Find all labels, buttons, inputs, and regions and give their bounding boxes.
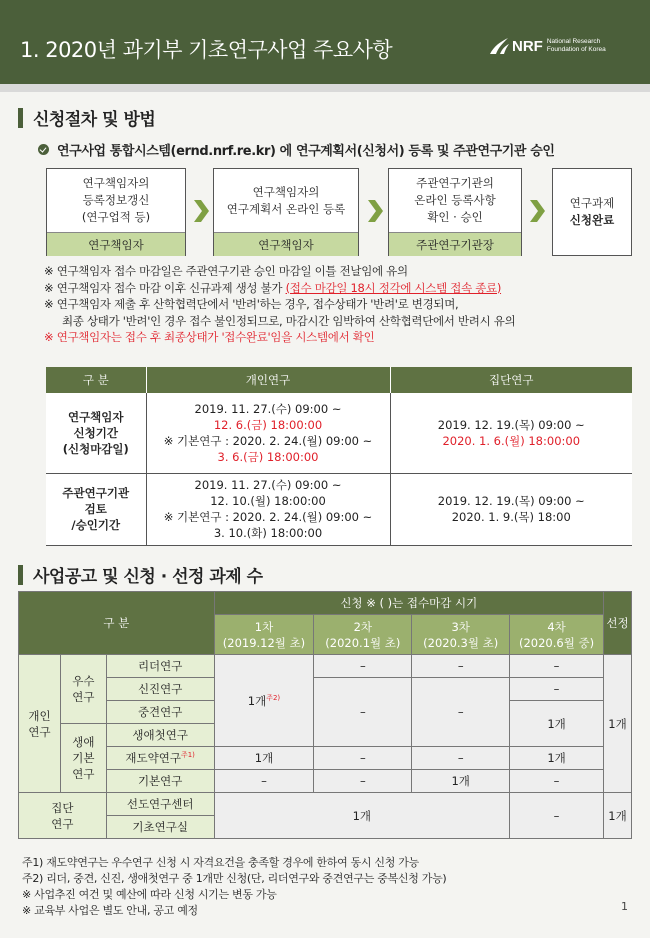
selection-table: 구 분 신청 ※ ( )는 접수마감 시기 선정 1차 (2019.12월 초) 2차 (2020.1월 초) 3차 (2020.3월 초) 4차 (2020.6월 중) 개인 연구 우수 연구 리더연구 1개$^{주2)}$ – – – 1개 신진연구 – – – 중견연구 1개 생애 기본 연구 생애첫연구 재도약연구$^{주1)}$ 1개 – – 1개 기본연구 – – 1개 – 집단 연구 선도연구센터 1개 – 1개 기초연구실 (18, 591, 632, 839)
page-number: 1 (621, 900, 628, 913)
page-title: 1. 2020년 과기부 기초연구사업 주요사항 (20, 38, 393, 62)
section-title-procedure: 신청절차 및 방법 (18, 105, 155, 130)
flow-step-2: 연구책임자의 연구계획서 온라인 등록 연구책임자 (213, 168, 359, 256)
procedure-bullet: 연구사업 통합시스템(ernd.nrf.re.kr) 에 연구계획서(신청서) 등록 및 주관연구기관 승인 (38, 140, 555, 159)
schedule-table: 구 분 개인연구 집단연구 연구책임자 신청기간 (신청마감일) 2019. 11. 27.(수) 09:00 ~ 12. 6.(금) 18:00:00 ※ 기본연구 : 2020. 2. 24.(월) 09:00 ~ 3. 6.(금) 18:00:00 2019. 12. 19.(목) 09:00 ~ 2020. 1. 6.(월) 18:00:00 주관연구기관 검토 /승인기간 2019. 11. 27.(수) 09:00 ~ 12. 10.(월) 18:00:00 ※ 기본연구 : 2020. 2. 24.(월) 09:00 ~ 3. 10.(화) 18:00:00 2019. 12. 19.(목) 09:00 ~ 2020. 1. 9.(목) 18:00 (46, 367, 632, 546)
logo-subtitle: National Research Foundation of Korea (546, 38, 606, 53)
chevron-right-icon (365, 198, 385, 224)
check-circle-icon (38, 144, 49, 155)
nrf-logo-icon (488, 36, 510, 56)
flow-step-3: 주관연구기관의 온라인 등록사항 확인 · 승인 주관연구기관장 (388, 168, 522, 256)
page-header (0, 0, 650, 92)
chevron-right-icon (191, 198, 211, 224)
footnotes: 주1) 재도약연구는 우수연구 신청 시 자격요건을 충족할 경우에 한하여 동시 신청 가능 주2) 리더, 중견, 신진, 생애첫연구 중 1개만 신청(단, 리더연구와 중견연구는 중복신청 가능) ※ 사업추진 여건 및 예산에 따라 신청 시기는 변동 가능 ※ 교육부 사업은 별도 안내, 공고 예정 (22, 856, 447, 917)
nrf-logo (488, 36, 606, 56)
flow-step-final: 연구과제 신청완료 (552, 168, 632, 256)
chevron-right-icon (527, 198, 547, 224)
procedure-notes: ※ 연구책임자 접수 마감일은 주관연구기관 승인 마감일 이틀 전날임에 유의 ※ 연구책임자 접수 마감 이후 신규과제 생성 불가 (접수 마감일 18시 정각에 시스템 접속 종료) ※ 연구책임자 제출 후 산학협력단에서 '반려'하는 경우, 접수상태가 '반려'로 변경되며, 최종 상태가 '반려'인 경우 접수 불인정되므로, 마감시간 임박하여 산학협력단에서 반려시 유의 ※ 연구책임자는 접수 후 최종상태가 '접수완료'임을 시스템에서 확인 (44, 264, 516, 344)
section-title-selection: 사업공고 및 신청 · 선정 과제 수 (18, 562, 263, 587)
flow-step-1: 연구책임자의 등록정보갱신 (연구업적 등) 연구책임자 (46, 168, 186, 256)
logo-text: NRF (512, 37, 543, 55)
